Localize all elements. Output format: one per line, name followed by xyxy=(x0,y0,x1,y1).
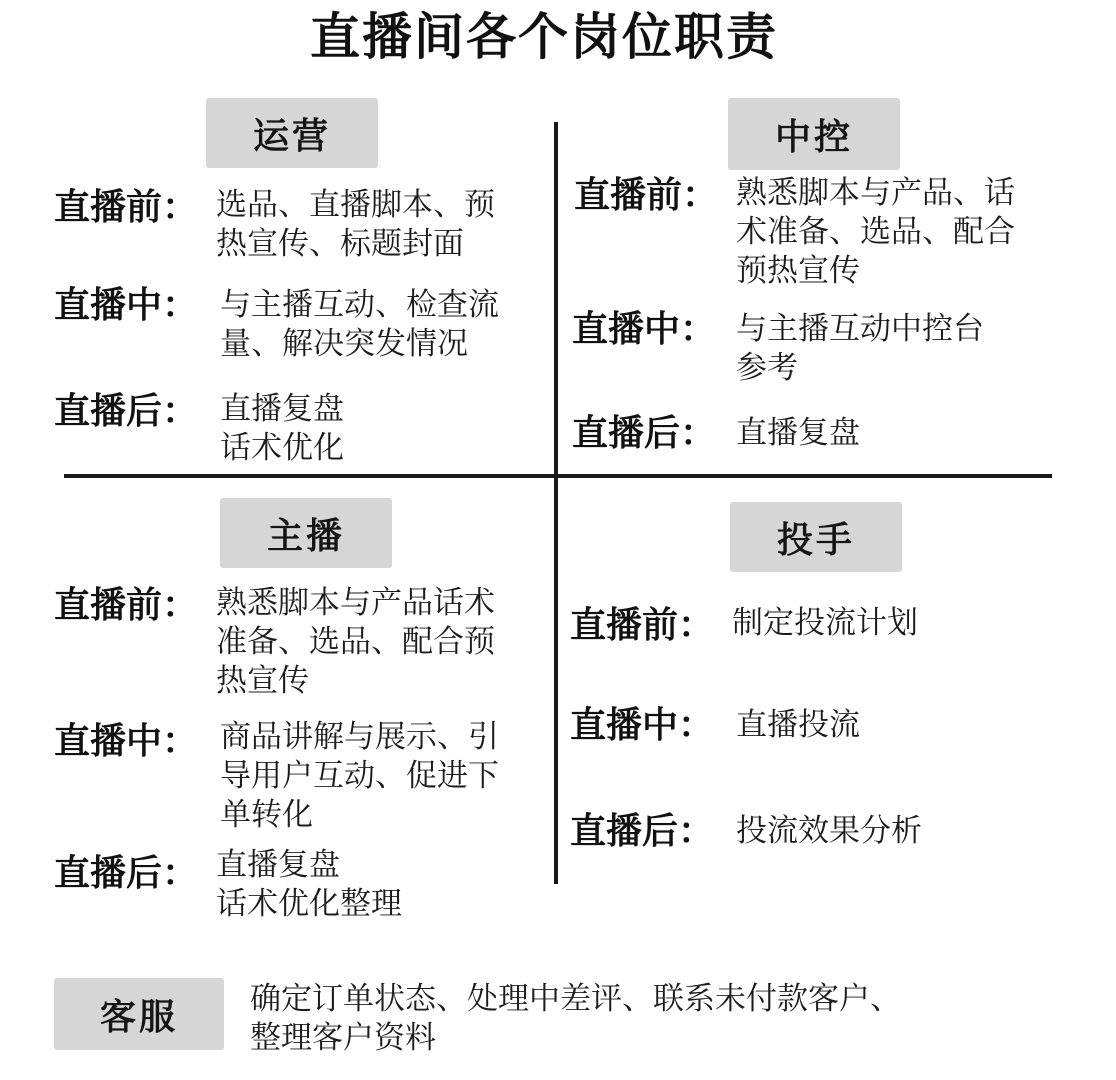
control-before-label: 直播前： xyxy=(574,175,719,216)
role-host-badge: 主播 xyxy=(220,498,392,568)
horizontal-divider xyxy=(64,474,1052,478)
operations-before-text: 选品、直播脚本、预 热宣传、标题封面 xyxy=(216,187,495,262)
ads-before-text: 制定投流计划 xyxy=(732,605,918,641)
operations-during-label: 直播中： xyxy=(54,285,199,326)
ads-before-label: 直播前： xyxy=(570,605,715,646)
operations-after-label: 直播后： xyxy=(54,391,199,432)
page-title: 直播间各个岗位职责 xyxy=(310,8,778,66)
operations-before-label: 直播前： xyxy=(54,187,199,228)
operations-after-text: 直播复盘 话术优化 xyxy=(220,391,344,466)
role-customer-service-badge: 客服 xyxy=(54,978,224,1050)
vertical-divider xyxy=(554,122,558,884)
host-during-text: 商品讲解与展示、引 导用户互动、促进下 单转化 xyxy=(220,719,499,833)
operations-during-text: 与主播互动、检查流 量、解决突发情况 xyxy=(220,287,499,362)
host-before-text: 熟悉脚本与产品话术 准备、选品、配合预 热宣传 xyxy=(216,585,495,699)
host-after-text: 直播复盘 话术优化整理 xyxy=(216,847,402,922)
role-operations-badge: 运营 xyxy=(206,98,378,168)
host-during-label: 直播中： xyxy=(54,721,199,762)
control-after-text: 直播复盘 xyxy=(736,415,860,451)
control-after-label: 直播后： xyxy=(572,413,717,454)
ads-during-label: 直播中： xyxy=(570,705,715,746)
role-control-badge: 中控 xyxy=(728,98,900,170)
ads-after-label: 直播后： xyxy=(570,811,715,852)
control-during-label: 直播中： xyxy=(572,309,717,350)
ads-during-text: 直播投流 xyxy=(736,707,860,743)
role-ads-badge: 投手 xyxy=(730,502,902,572)
customer-service-text: 确定订单状态、处理中差评、联系未付款客户、 整理客户资料 xyxy=(250,981,901,1056)
host-after-label: 直播后： xyxy=(54,853,199,894)
control-before-text: 熟悉脚本与产品、话 术准备、选品、配合 预热宣传 xyxy=(736,175,1015,289)
ads-after-text: 投流效果分析 xyxy=(736,813,922,849)
control-during-text: 与主播互动中控台 参考 xyxy=(736,311,984,386)
host-before-label: 直播前： xyxy=(54,585,199,626)
